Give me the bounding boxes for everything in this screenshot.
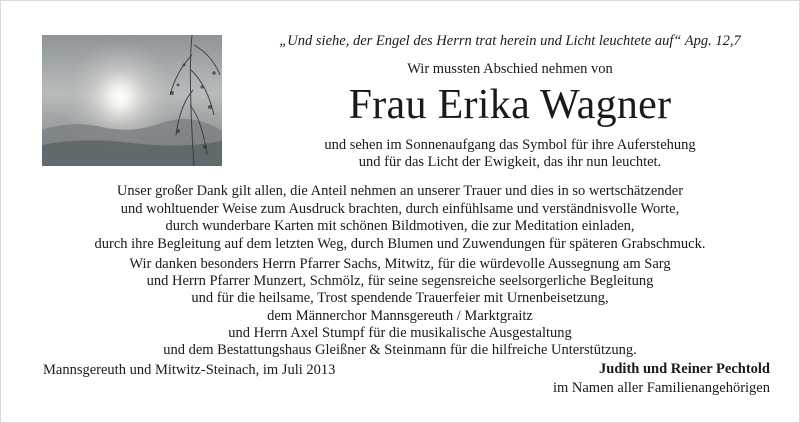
place-date: Mannsgereuth und Mitwitz-Steinach, im Juli 2013 [43, 362, 336, 378]
intro-line: Wir mussten Abschied nehmen von [407, 61, 613, 77]
special-thanks-line: und Herrn Pfarrer Munzert, Schmölz, für seine segensreiche seelsorgerliche Begleitung [146, 273, 654, 290]
special-thanks-line: und Herrn Axel Stumpf für die musikalische Ausgestaltung [228, 324, 572, 341]
signer-names: Judith und Reiner Pechtold [599, 361, 770, 377]
deceased-name: Frau Erika Wagner [348, 82, 672, 128]
sunrise-line: und sehen im Sonnenaufgang das Symbol für ihre Auferstehung [324, 137, 696, 153]
special-thanks-line: dem Männerchor Mannsgereuth / Marktgraitz [267, 307, 533, 324]
special-thanks-line: und dem Bestattungshaus Gleißner & Steinmann für die hilfreiche Unterstützung. [163, 342, 637, 359]
thanks-line: durch wunderbare Karten mit schönen Bildmotiven, die zur Meditation einladen, [165, 218, 635, 234]
thanks-paragraph [60, 183, 740, 253]
bible-quote: „Und siehe, der Engel des Herrn trat herein und Licht leuchtete auf“ Apg. 12,7 [279, 33, 741, 49]
sunrise-line: und für das Licht der Ewigkeit, das ihr nun leuchtet. [358, 154, 662, 170]
special-thanks-line: Wir danken besonders Herrn Pfarrer Sachs, Mitwitz, für die würdevolle Aussegnung am Sarg [129, 256, 671, 272]
signers-block [470, 360, 770, 398]
special-thanks-line: und für die heilsame, Trost spendende Trauerfeier mit Urnenbeisetzung, [191, 290, 609, 307]
special-thanks-paragraph [60, 256, 740, 359]
sunrise-photo [42, 35, 222, 166]
sunrise-text [250, 137, 770, 171]
signer-subline: im Namen aller Familienangehörigen [552, 380, 770, 396]
thanks-line: und wohltuender Weise zum Ausdruck brachten, durch einfühlsame und verständnisvolle Worte, [120, 200, 680, 217]
thanks-line: durch ihre Begleitung auf dem letzten Weg, durch Blumen und Zuwendungen für späteren Grabschmuck. [94, 235, 706, 252]
thanks-line: Unser großer Dank gilt allen, die Anteil nehmen an unserer Trauer und dies in so wertschätzender [116, 183, 684, 199]
